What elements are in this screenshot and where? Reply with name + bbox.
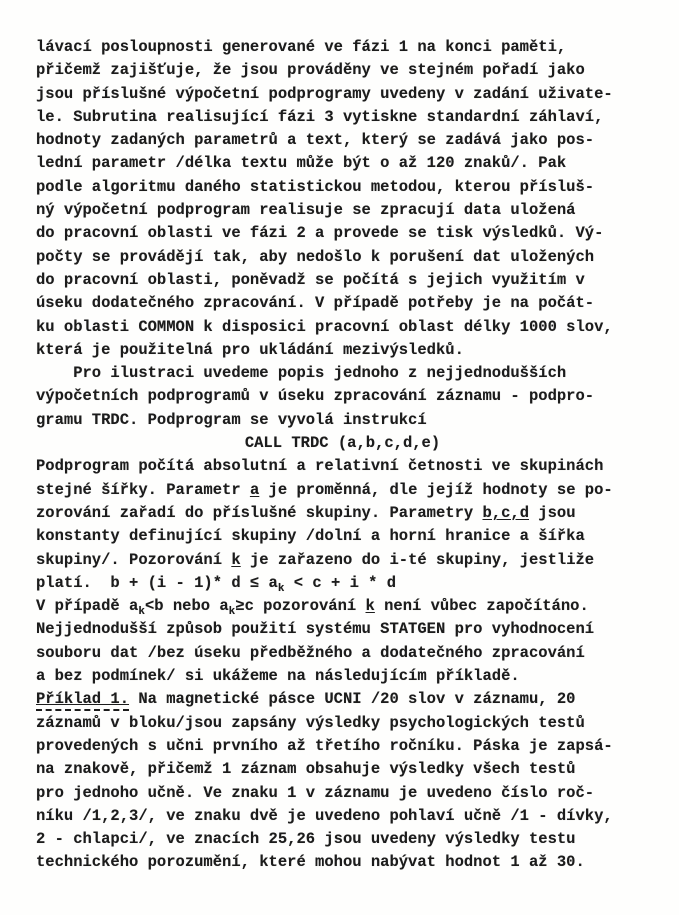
text-line [36, 362, 649, 385]
text-segment: lávací posloupnosti generované ve fázi 1 na konci paměti, [36, 38, 567, 56]
text-segment-underline: k [365, 597, 375, 616]
text-line [36, 339, 649, 362]
text-segment-underline: k [231, 550, 241, 569]
text-segment: gramu TRDC. Podprogram se vyvolá instrukcí [36, 410, 427, 429]
text-segment: provedených s učni prvního až třetího ročníku. Páska je zapsá- [36, 736, 613, 755]
text-segment: přičemž zajišťuje, že jsou prováděny ve stejném pořadí jako [36, 61, 585, 80]
text-segment: Podprogram počítá absolutní a relativní četnosti ve skupinách [36, 457, 604, 476]
text-line [36, 106, 649, 129]
text-segment: Nejjednodušší způsob použití systému STATGEN pro vyhodnocení [36, 620, 595, 639]
text-line [36, 129, 649, 152]
text-line [36, 316, 649, 339]
text-line [36, 409, 649, 432]
document-text [36, 36, 649, 875]
text-segment: která je použitelná pro ukládání mezivýsledků. [36, 340, 464, 359]
text-line [36, 455, 649, 478]
text-line [36, 782, 649, 805]
text-segment: Na magnetické pásce UCNI /20 slov v záznamu, 20 [129, 690, 576, 709]
text-segment: < c + i * d [284, 573, 397, 592]
text-line [36, 642, 649, 665]
text-segment: není vůbec započítáno. [374, 597, 589, 616]
text-segment: pro jednoho učně. Ve znaku 1 v záznamu je uvedeno číslo roč- [36, 783, 595, 802]
text-segment: záznamů v bloku/jsou zapsány výsledky psychologických testů [36, 713, 585, 732]
text-line [36, 688, 649, 711]
text-segment: technického porozumění, které mohou nabývat hodnot 1 až 30. [36, 853, 585, 872]
text-segment: ≥c pozorování [235, 597, 366, 616]
text-line [36, 502, 649, 525]
text-segment: jsou příslušné výpočetní podprogramy uvedeny v zadání uživate- [36, 84, 613, 103]
text-segment: <b nebo a [144, 597, 229, 616]
text-line [36, 525, 649, 548]
text-segment: do pracovní oblasti ve fázi 2 a provede se tisk výsledků. Vý- [36, 224, 604, 243]
text-line [36, 665, 649, 688]
text-segment: ný výpočetní podprogram realisuje se zpracují data uložená [36, 201, 576, 220]
text-line [36, 758, 649, 781]
text-segment-subscript: k [138, 606, 145, 619]
text-segment-underline: a [249, 480, 260, 499]
text-segment: níku /1,2,3/, ve znaku dvě je uvedeno pohlaví učně /1 - dívky, [36, 806, 613, 825]
text-line [36, 618, 649, 641]
text-segment: konstanty definující skupiny /dolní a horní hranice a šířka [36, 527, 585, 546]
text-segment: úseku dodatečného zpracování. V případě potřeby je na počát- [36, 294, 595, 313]
text-line [36, 385, 649, 408]
text-line [36, 479, 649, 502]
text-line [36, 805, 649, 828]
text-line [36, 735, 649, 758]
text-line [36, 828, 649, 851]
text-line [36, 595, 649, 618]
text-segment: le. Subrutina realisující fázi 3 vytiskne standardní záhlaví, [36, 107, 604, 126]
text-line [36, 199, 649, 222]
text-line [36, 176, 649, 199]
text-segment: a bez podmínek/ si ukážeme na následujícím příkladě. [36, 667, 520, 686]
text-segment: podle algoritmu daného statistickou metodou, kterou přísluš- [36, 177, 595, 196]
text-segment-subscript: k [277, 582, 285, 595]
text-segment: je proměnná, dle jejíž hodnoty se po- [259, 480, 613, 499]
text-segment-underline: b,c,d [482, 503, 529, 522]
text-segment: skupiny/. Pozorování [36, 550, 232, 569]
text-line [36, 246, 649, 269]
text-segment: ku oblasti COMMON k disposici pracovní oblast délky 1000 slov, [36, 317, 613, 336]
text-segment: platí. b + (i - 1)* d ≤ a [36, 573, 278, 592]
text-segment: je zařazeno do i-té skupiny, jestliže [240, 550, 595, 569]
text-line [36, 59, 649, 82]
text-segment: zorování zařadí do příslušné skupiny. Parametry [36, 503, 483, 522]
text-segment-subscript: k [228, 606, 236, 619]
text-segment: výpočetních podprogramů v úseku zpracování záznamu - podpro- [36, 387, 595, 406]
text-segment-underline-dashed: Příklad 1. [36, 690, 129, 711]
text-segment: CALL TRDC (a,b,c,d,e) [244, 434, 441, 453]
text-segment: lední parametr /délka textu může být o až 120 znaků/. Pak [36, 154, 567, 173]
text-line [36, 712, 649, 735]
text-segment: Pro ilustraci uvedeme popis jednoho z nejjednodušších [36, 364, 567, 383]
text-segment: V případě a [36, 597, 139, 616]
text-line [36, 152, 649, 175]
text-segment: souboru dat /bez úseku předběžného a dodatečného zpracování [36, 643, 585, 662]
text-segment: jsou [529, 503, 576, 522]
text-line [36, 222, 649, 245]
text-segment: 2 - chlapci/, ve znacích 25,26 jsou uvedeny výsledky testu [36, 830, 576, 849]
text-line [36, 572, 649, 595]
text-segment: do pracovní oblasti, poněvadž se počítá s jejich využitím v [36, 270, 585, 289]
text-line [36, 292, 649, 315]
text-segment: stejné šířky. Parametr [36, 480, 250, 499]
text-line [36, 851, 649, 874]
text-line [36, 36, 649, 59]
text-line [36, 432, 649, 455]
text-segment: počty se provádějí tak, aby nedošlo k porušení dat uložených [36, 247, 595, 266]
text-segment: na znakově, přičemž 1 záznam obsahuje výsledky všech testů [36, 760, 576, 779]
text-line [36, 269, 649, 292]
text-line [36, 549, 649, 572]
text-segment: hodnoty zadaných parametrů a text, který se zadává jako pos- [36, 131, 595, 150]
text-line [36, 83, 649, 106]
